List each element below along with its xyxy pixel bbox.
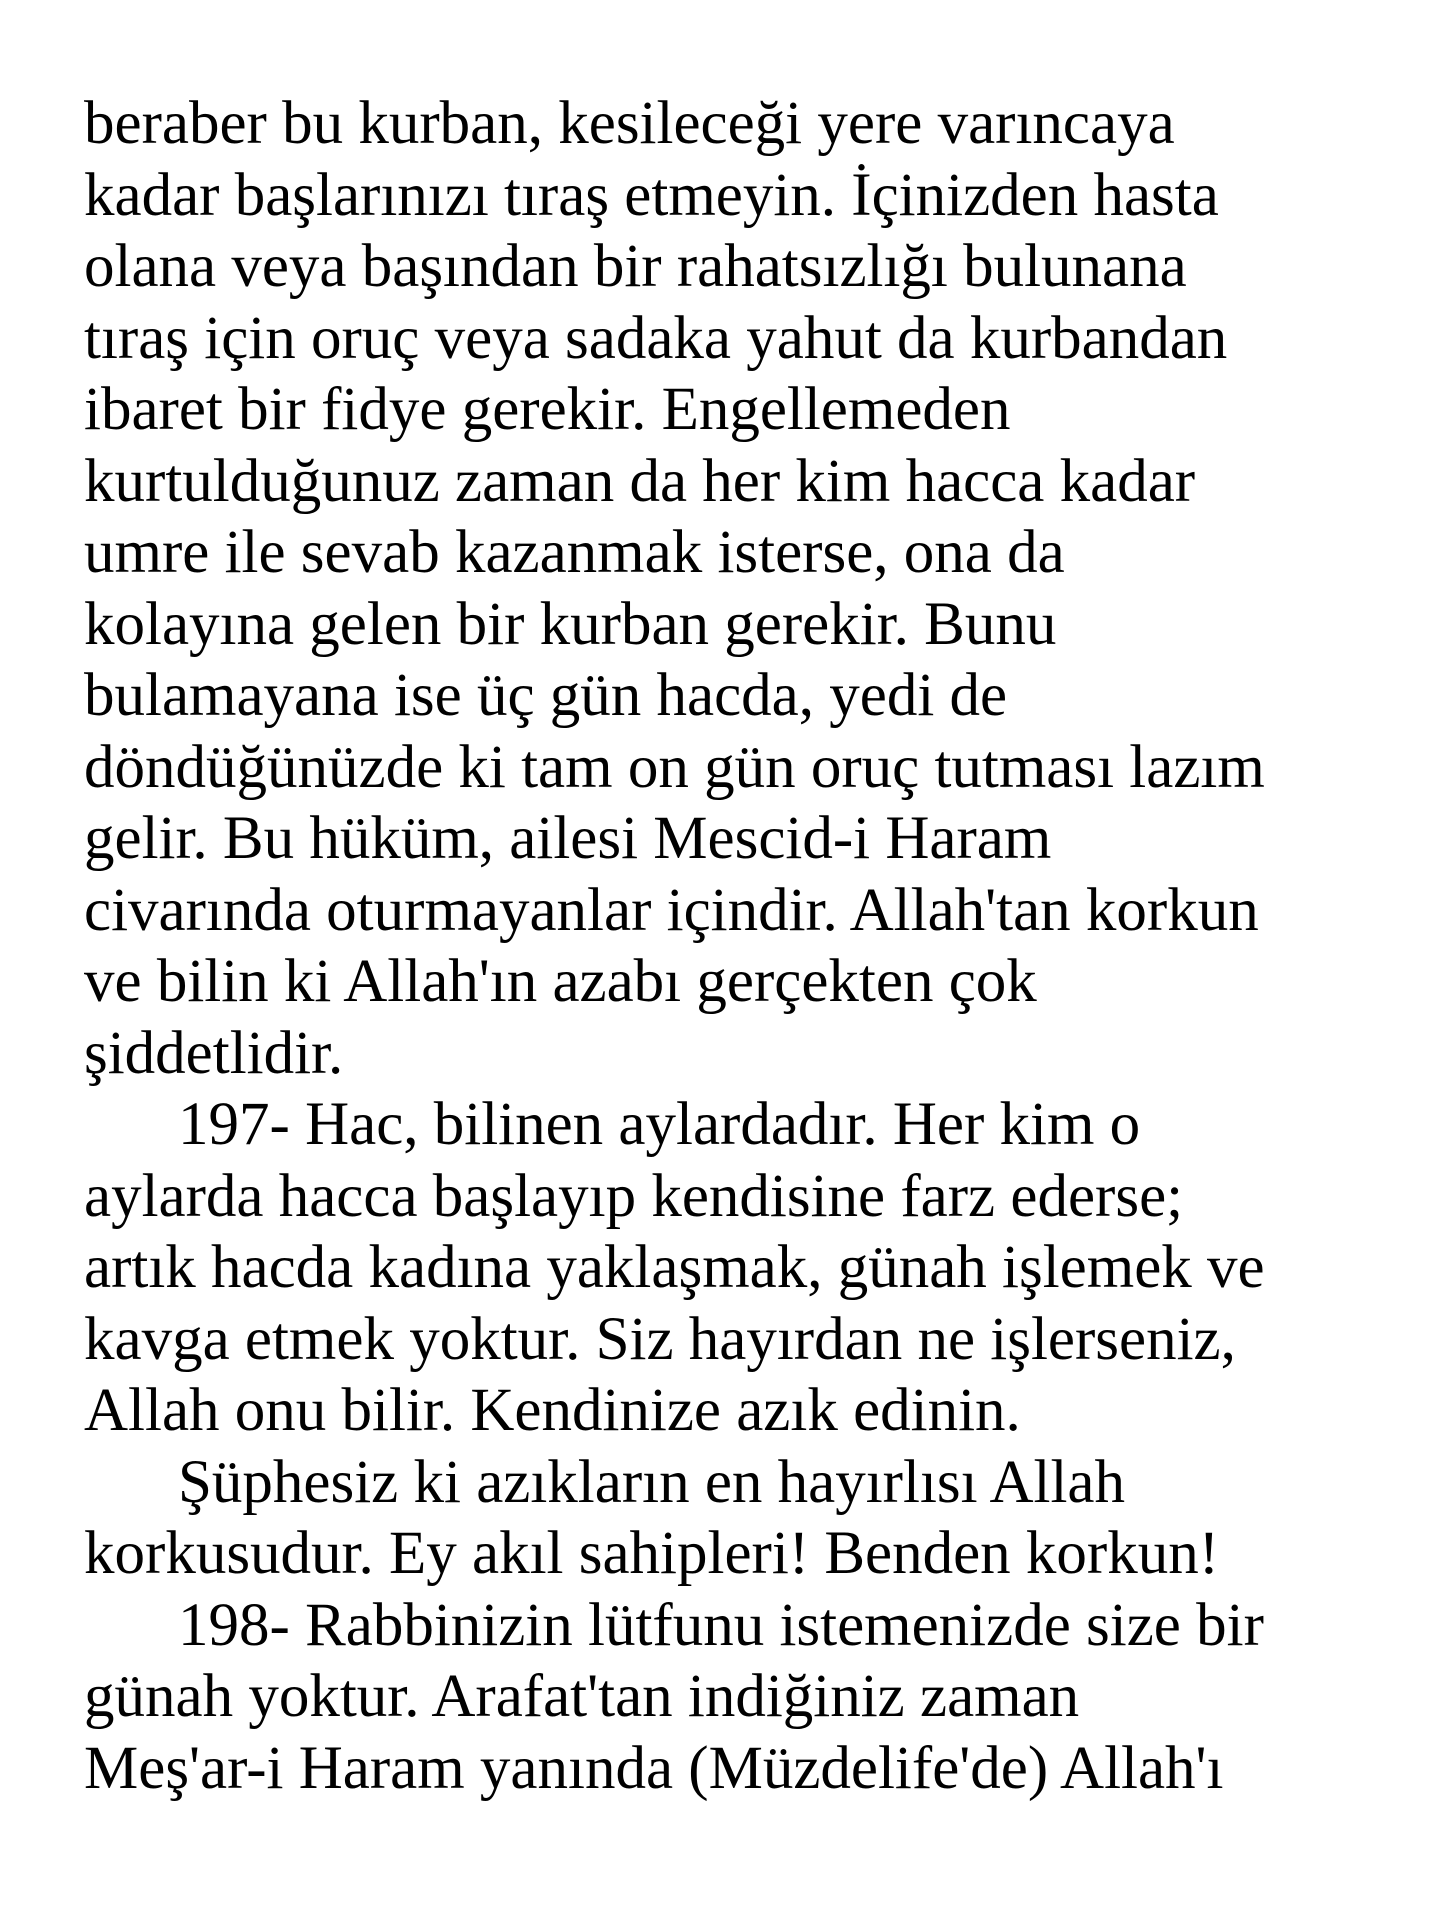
text-line: tıraş için oruç veya sadaka yahut da kurbandan (84, 304, 1228, 372)
text-line: ve bilin ki Allah'ın azabı gerçekten çok (84, 948, 1037, 1015)
verse-197-start: 197- Hac, bilinen aylardadır. Her kim o (178, 1091, 1141, 1158)
paragraph-start: Şüphesiz ki azıkların en hayırlısı Allah (178, 1448, 1125, 1516)
text-line: günah yoktur. Arafat'tan indiğiniz zaman (84, 1663, 1080, 1730)
text-line: beraber bu kurban, kesileceği yere varıncaya (84, 90, 1175, 157)
text-line: Allah onu bilir. Kendinize azık edinin. (84, 1377, 1021, 1444)
text-line: ibaret bir fidye gerekir. Engellemeden (84, 376, 1011, 443)
text-line: artık hacda kadına yaklaşmak, günah işlemek ve (84, 1234, 1265, 1301)
text-line: kurtulduğunuz zaman da her kim hacca kadar (84, 447, 1196, 515)
text-line: korkusudur. Ey akıl sahipleri! Benden korkun! (84, 1520, 1220, 1587)
text-line: kolayına gelen bir kurban gerekir. Bunu (84, 590, 1057, 658)
text-line: gelir. Bu hüküm, ailesi Mescid-i Haram (84, 805, 1052, 872)
text-line: bulamayana ise üç gün hacda, yedi de (84, 662, 1008, 729)
text-line: kadar başlarınızı tıraş etmeyin. İçinizden hasta (84, 161, 1219, 229)
verse-198-start: 198- Rabbinizin lütfunu istemenizde size bir (178, 1591, 1264, 1659)
text-line: şiddetlidir. (84, 1019, 344, 1087)
text-line: olana veya başından bir rahatsızlığı bulunana (84, 233, 1187, 300)
text-line: aylarda hacca başlayıp kendisine farz ederse; (84, 1162, 1184, 1230)
text-line: umre ile sevab kazanmak isterse, ona da (84, 519, 1065, 586)
text-line: döndüğünüzde ki tam on gün oruç tutması lazım (84, 733, 1265, 801)
body-text (84, 88, 1414, 1804)
text-line: civarında oturmayanlar içindir. Allah'tan korkun (84, 876, 1259, 944)
text-line: kavga etmek yoktur. Siz hayırdan ne işlerseniz, (84, 1305, 1236, 1373)
text-line: Meş'ar-i Haram yanında (Müzdelife'de) Allah'ı (84, 1734, 1224, 1802)
